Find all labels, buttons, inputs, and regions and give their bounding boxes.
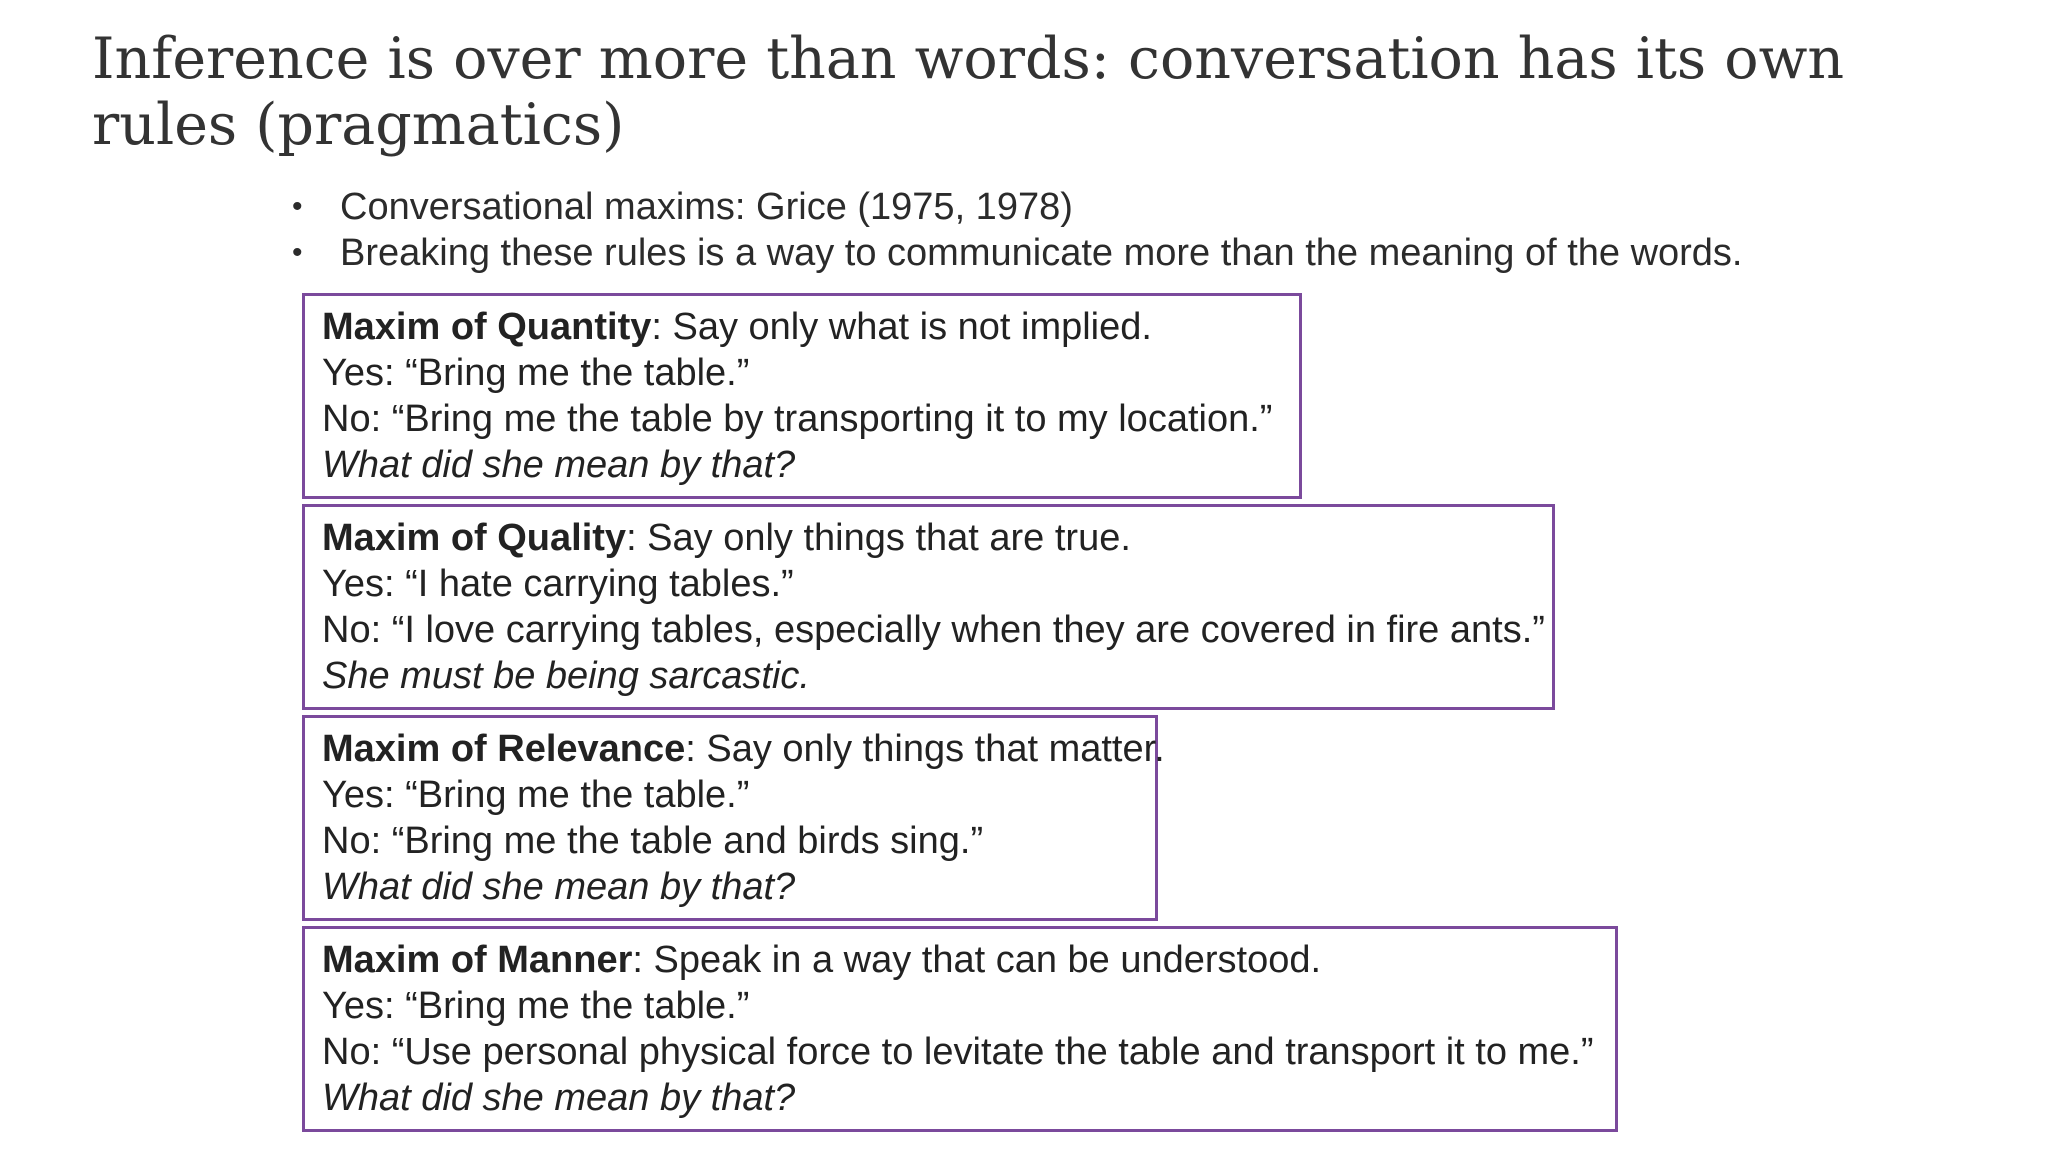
bullet-item [290,184,1743,230]
maxim-heading [322,515,1545,561]
maxim-yes-example: Yes: “Bring me the table.” [322,985,750,1027]
maxim-no-example: No: “I love carrying tables, especially when they are covered in fire ants.” [322,609,1545,651]
bullet-text: Conversational maxims: Grice (1975, 1978) [340,186,1073,228]
maxim-gloss: What did she mean by that? [322,444,796,486]
maxim-rule: : Say only things that matter. [685,728,1165,770]
maxim-heading [322,937,1594,983]
maxim-no-example: No: “Use personal physical force to levitate the table and transport it to me.” [322,1031,1594,1073]
maxim-rule: : Speak in a way that can be understood. [632,939,1322,981]
maxim-yes-example: Yes: “I hate carrying tables.” [322,563,794,605]
bullet-item [290,230,1743,276]
maxim-heading [322,304,1272,350]
bullet-icon: • [292,236,303,269]
maxim-text [322,304,1272,488]
bullet-icon: • [292,190,303,223]
slide-title: Inference is over more than words: conversation has its own rules (pragmatics) [92,26,1845,158]
maxim-no-example: No: “Bring me the table and birds sing.” [322,820,984,862]
maxim-text [322,515,1545,699]
maxim-box-quantity [302,293,1302,499]
maxim-yes-example: Yes: “Bring me the table.” [322,774,750,816]
maxim-name: Maxim of Manner [322,939,633,981]
maxim-gloss: What did she mean by that? [322,1077,796,1119]
maxim-name: Maxim of Relevance [322,728,686,770]
maxim-box-relevance [302,715,1165,921]
maxim-heading [322,726,1165,772]
maxim-text [322,937,1594,1121]
maxim-rule: : Say only things that are true. [626,517,1131,559]
bullet-list [290,184,1743,276]
maxim-box-manner [302,926,1618,1132]
bullet-text: Breaking these rules is a way to communicate more than the meaning of the words. [340,232,1743,274]
maxim-name: Maxim of Quantity [322,306,652,348]
maxim-gloss: What did she mean by that? [322,866,796,908]
maxim-name: Maxim of Quality [322,517,627,559]
maxim-box-quality [302,504,1555,710]
maxim-no-example: No: “Bring me the table by transporting it to my location.” [322,398,1273,440]
maxim-text [322,726,1165,910]
maxim-yes-example: Yes: “Bring me the table.” [322,352,750,394]
maxim-rule: : Say only what is not implied. [651,306,1152,348]
maxim-gloss: She must be being sarcastic. [322,655,810,697]
